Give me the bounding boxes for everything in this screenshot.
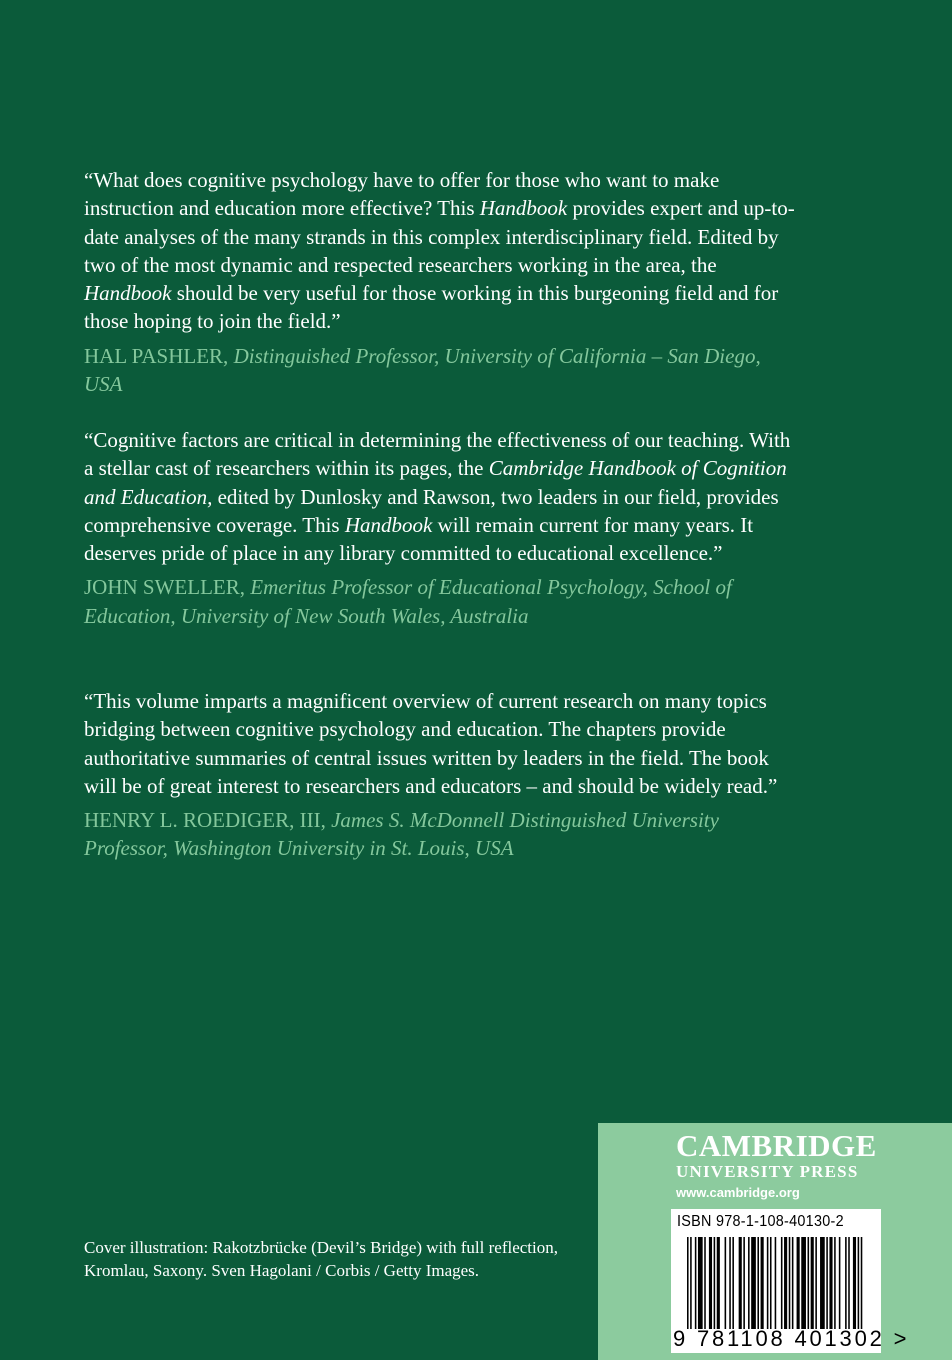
barcode-box (671, 1209, 910, 1353)
endorsement-2 (84, 426, 804, 630)
endorser-name: JOHN SWELLER, (84, 575, 251, 600)
cover-illustration-credit: Cover illustration: Rakotzbrücke (Devil’s Bridge) with full reflection, Kromlau, Saxony. Sven Hagolani / Corbis / Getty Images. (84, 1238, 558, 1280)
text-run: should be very useful for those working in this burgeoning field and for those hoping to join the field.” (84, 281, 779, 334)
endorsement-3 (84, 687, 804, 863)
endorsement-attribution (84, 573, 804, 630)
italic-text: Handbook (479, 196, 568, 221)
endorser-affiliation: Emeritus Professor of Educational Psychology, School of Education, University of New South Wales, Australia (84, 575, 732, 628)
endorser-affiliation: Distinguished Professor, University of California – San Diego, USA (84, 343, 761, 397)
endorser-affiliation: James S. McDonnell Distinguished University Professor, Washington University in St. Louis, USA (84, 808, 719, 861)
endorser-name: HAL PASHLER, (84, 343, 234, 368)
italic-text: Handbook (344, 512, 433, 537)
publisher-panel (598, 1123, 952, 1360)
barcode-digits: 9 781108 401302 > (673, 1326, 910, 1351)
isbn-label: ISBN 978-1-108-40130-2 (677, 1213, 844, 1230)
endorser-name: HENRY L. ROEDIGER, III, (84, 808, 332, 833)
publisher-name: CAMBRIDGE (676, 1128, 877, 1163)
endorsement-1 (84, 166, 804, 398)
text-run: will remain current for many years. It deserves pride of place in any library committed to educational excellence.” (84, 512, 754, 566)
text-run: provides expert and up-to-date analyses of the many strands in this complex interdisciplinary field. Edited by two of the most dynamic and respected researchers working in the area, the (84, 196, 795, 277)
endorsement-quote (84, 687, 804, 800)
endorsement-attribution (84, 806, 804, 863)
publisher-subtitle: UNIVERSITY PRESS (676, 1162, 859, 1181)
text-run: edited by Dunlosky and Rawson, two leaders in our field, provides comprehensive coverage. This (84, 484, 779, 537)
endorsement-quote (84, 426, 804, 567)
text-run: “What does cognitive psychology have to offer for those who want to make instruction and education more effective? This (84, 168, 720, 221)
endorsement-quote (84, 166, 804, 336)
italic-text: Handbook (84, 281, 172, 306)
barcode-icon (687, 1237, 867, 1329)
text-run: “This volume imparts a magnificent overview of current research on many topics bridging between cognitive psychology and education. The chapters provide authoritative summaries of central issues written by leaders in the field. The book will be of great interest to researchers and educators – and should be widely read.” (84, 689, 778, 798)
italic-text: Cambridge Handbook of Cognition and Education, (84, 456, 787, 509)
endorsement-attribution (84, 342, 804, 399)
text-run: “Cognitive factors are critical in determining the effectiveness of our teaching. With a stellar cast of researchers within its pages, the (84, 428, 791, 481)
publisher-url[interactable]: www.cambridge.org (676, 1185, 800, 1200)
